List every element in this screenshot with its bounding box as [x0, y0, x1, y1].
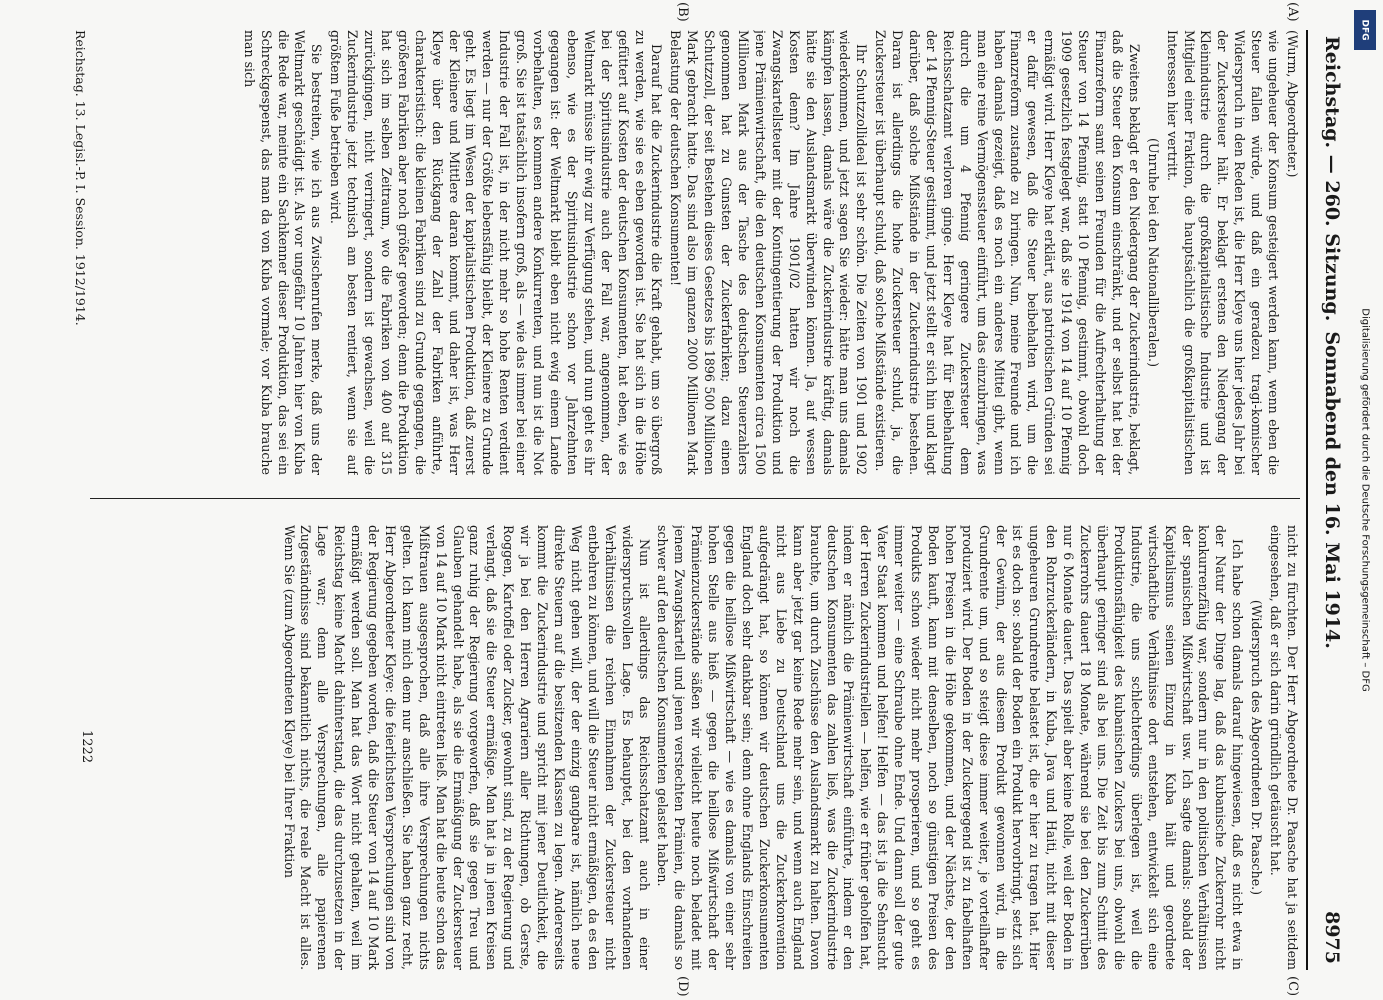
- paragraph: Nun ist allerdings das Reichsschatzamt auch in einer widerspruchsvollen Lage. Es behauptet, bei den vorhandenen Verhältnissen die reichen Einnahmen der Zuckersteuer nicht entbehren zu können, und will die Steuer nicht ermäßigen, da es den Weg nicht gehen will, der der einzig gangbare ist, nämlich neue direkte Steuern auf die besitzenden Klassen zu legen. Andererseits kommt die Zuckerindustrie und spricht mit jener Deutlichkeit, die wir ja bei den Herren Agrariern aller Richtungen, ob Gerste, Roggen, Kartoffel oder Zucker, gewohnt sind, zu der Regierung und verlangt, daß sie die Steuer ermäßige. Man hat ja in jenen Kreisen ganz ruhig der Regierung vorgeworfen, daß sie gegen Treu und Glauben gehandelt habe, als sie die Ermäßigung der Zuckersteuer von 14 auf 10 Mark nicht eintreten ließ. Man hat die heute schon das Mißtrauen ausgesprochen, daß alle ihre Versprechungen nichts gelten. Ich kann mich dem nur anschließen. Sie haben ganz recht, Herr Abgeordneter Kleye: die feierlichsten Versprechungen sind von der Regierung gegeben worden, daß die Steuer von 14 auf 10 Mark ermäßigt werden soll. Man hat das Wort nicht gehalten, weil im Reichstag keine Macht dahinterstand, die das durchzusetzen in der Lage war; denn alle Versprechungen, alle papierenen Zugeständnisse sind bekanntlich nichts, die reale Macht ist alles. Wenn Sie (zum Abgeordneten Kleye) bei Ihrer Fraktion: [281, 525, 652, 970]
- header-session: Reichstag. — 260. Sitzung.: [1321, 36, 1343, 322]
- column-divider: [90, 498, 1300, 499]
- page-number: 8975: [1321, 911, 1343, 964]
- paragraph: Ihr Schutzzollideal ist sehr schön. Die Zeiten von 1901 und 1902 wiederkommen, und jetzt sagen Sie wieder: hätte man uns damals kämpfen lassen, damals wäre die Zuckerindustrie kräftig, damals hätte sie den Auslandsmarkt überwinden können. Ja, auf wessen Kosten denn? Im Jahre 1901/02 hatten wir noch die Zwangskartellsteuer mit der Kontingentierung der Produktion und jene Prämienwirtschaft, die den deutschen Konsumenten circa 1500 Millionen Mark aus der Tasche des deutschen Steuerzahlers genommen hat zu Gunsten der Zuckerfabriken; dazu einen Schutzzoll, der seit Bestehen dieses Gesetzes bis 1896 500 Millionen Mark gebracht hatte. Das sind also im ganzen 2000 Millionen Mark Belastung der deutschen Konsumenten!: [668, 30, 870, 475]
- paragraph: wie ungeheuer der Konsum gesteigert werden kann, wenn eben die Steuer fallen würde, und daß ein geradezu tragi-komischer Widerspruch in den Reden ist, die Herr Kleye uns hier jedes Jahr bei der Zuckersteuer hält. Er beklagt erstens den Niedergang der Kleinindustrie durch die großkapitalistische Industrie und ist Mitglied einer Fraktion, die hauptsächlich die großkapitalistischen Interessen hier vertritt.: [1164, 30, 1282, 475]
- paragraph: Zweitens beklagt er den Niedergang der Zuckerindustrie, beklagt, daß die Steuer den Konsum einschränkt, und er selbst hat bei der Finanzreform samt seinen Freunden für die Aufrechterhaltung der Steuer von 14 Pfennig, statt 10 Pfennig, gestimmt, obwohl doch 1909 gesetzlich festgelegt war, daß sie 1914 von 14 auf 10 Pfennig ermäßigt wird. Herr Kleye hat erklärt, aus patriotischen Gründen sei er dafür gewesen, daß die Steuer beibehalten wird, um die Finanzreform zustande zu bringen. Nun, meine Freunde und ich haben damals gezeigt, daß es noch ein anderes Mittel gibt, wenn man eine reine Vermögenssteuer einführt, um das einzubringen, was durch die um 4 Pfennig geringere Zuckersteuer dem Reichsschatzamt verloren ginge. Herr Kleye hat für Beibehaltung der 14 Pfennig-Steuer gestimmt, und jetzt stellt er sich hin und klagt darüber, daß solche Mißstände in der Zuckerindustrie bestehen. Daran ist allerdings die hohe Zuckersteuer schuld, ja, die Zuckersteuer ist überhaupt schuld, daß solche Mißstände existieren.: [873, 30, 1142, 475]
- footer-sheet-number: 1222: [79, 730, 94, 764]
- margin-marker-c: (C): [1285, 976, 1300, 997]
- dfg-funding-note: Digitalisierung gefördert durch die Deutsche Forschungsgemeinschaft – DFG: [1359, 308, 1371, 692]
- header-date: Sonnabend den 16. Mai 1914.: [1321, 331, 1343, 649]
- paragraph: nicht zu fürchten. Der Herr Abgeordnete Dr. Paasche hat ja seitdem eingesehen, daß er sich darin gründlich getäuscht hat.: [1268, 525, 1300, 970]
- dfg-stamp: [1354, 10, 1376, 990]
- margin-marker-b: (B): [675, 2, 690, 22]
- paragraph: Ich habe schon damals darauf hingewiesen, daß es nicht etwa in der Natur der Dinge lag, daß das kubanische Zuckerrohr nicht konkurrenzfähig war, sondern nur in den politischen Verhältnissen der spanischen Mißwirtschaft usw. Ich sagte damals: sobald der Kapitalismus seinen Einzug in Kuba hält und geordnete wirtschaftliche Verhältnisse dort entstehen, entwickelt sich eine Industrie, die uns schlechterdings überlegen ist, weil die Produktionsfähigkeit des kubanischen Zuckers bei uns, obwohl die überhaupt geringer sind als bei uns. Die Zeit bis zum Schnitt des Zuckerrohrs dauert 18 Monate, während sie bei den Zuckerrüben nur 6 Monate dauert. Das spielt aber keine Rolle, weil der Boden in den Rohrzuckerländern, in Kuba, Java und Haiti, nicht mit dieser ungeheuren Grundrente belastet ist, die er hier zu tragen hat. Hier ist es doch so: sobald der Boden ein Produkt hervorbringt, setzt sich der Gewinn, der aus diesem Produkt gewonnen wird, in die Grundrente um, und so steigt diese immer weiter, je vorteilhafter produziert wird. Der Boden in der Zuckergegend ist zu fabelhaften hohen Preisen in die Höhe gekommen, und der Nächste, der den Boden kauft, kann mit denselben, noch so günstigen Preisen des Produkts schon wieder nicht mehr prosperieren, und so geht es immer weiter — eine Schraube ohne Ende. Und dann soll der gute Vater Staat kommen und helfen! Helfen — das ist ja die Sehnsucht der Herren Zuckerindustriellen — helfen, wie er früher geholfen hat, indem er nämlich die Prämienwirtschaft einführte, indem er den deutschen Konsumenten das zahlen ließ, was die Zuckerindustrie brauchte, um durch Zuschüsse den Auslandsmarkt zu halten. Davon kann aber jetzt gar keine Rede mehr sein, und wenn auch England nicht aus Liebe zu Deutschland uns die Zuckerkonvention aufgedrängt hat, so können wir deutschen Zuckerkonsumenten England doch sehr dankbar sein; denn ohne Englands Einschreiten gegen die heillose Mißwirtschaft — wie es damals von einer sehr hohen Stelle aus hieß — gegen die heillose Mißwirtschaft der Prämienzuckerstände säßen wir vielleicht heute noch beladet mit jenem Zwangskartell und jenen verstechten Prämien, die damals so schwer auf den deutschen Konsumenten gelastet haben.: [655, 525, 1246, 970]
- page-header: [1306, 30, 1356, 970]
- rotated-page-content: [26, 2, 1356, 997]
- paragraph: Sie bestreiten, wie ich aus Zwischenrufen merke, daß uns der Weltmarkt geschädigt ist. Als vor ungefähr 10 Jahren hier von Kuba die Rede war, meinte ein Sachkenner dieser Produktion, das sei ein Schreckgespenst, das man da von Kuba vormale; vor Kuba brauche man sich: [241, 30, 325, 475]
- interjection: (Unruhe bei den Nationalliberalen.): [1145, 138, 1161, 367]
- interjection: (Widerspruch des Abgeordneten Dr. Paasche.): [1249, 599, 1265, 896]
- margin-marker-a: (A): [1285, 2, 1300, 22]
- speaker-label: (Wurm, Abgeordneter.): [1285, 30, 1300, 178]
- margin-marker-d: (D): [675, 976, 690, 997]
- page-body: [90, 2, 1300, 997]
- footer-session-info: Reichstag. 13. Legisl.-P. I. Session. 1912/1914.: [73, 30, 88, 326]
- left-column: [90, 30, 1300, 475]
- dfg-logo-icon: DFG: [1354, 10, 1376, 50]
- right-column: [90, 525, 1300, 970]
- paragraph: Darauf hat die Zuckerindustrie die Kraft gehabt, um so übergroß zu werden, wie sie es eben geworden ist. Sie hat sich in die Höhe gefüttert auf Kosten der deutschen Konsumenten, hat eben, wie es bei der Spiritusindustrie auch der Fall war, angenommen, der Weltmarkt müsse ihr ewig zur Verfügung stehen, und nun geht es ihr ebenso, wie es der Spiritusindustrie schon vor Jahrzehnten gegangen ist: der Weltmarkt bleibt eben nicht ewig einem Lande vorbehalten, es kommen andere Konkurrenten, und nun ist die Not groß. Sie ist tatsächlich insofern groß, als — wie das immer bei einer Industrie der Fall ist, in der nicht mehr so hohe Renten verdient werden — nur der Größte lebensfähig bleibt, der Kleinere zu Grunde geht. Es liegt im Wesen der kapitalistischen Produktion, daß zuerst der Kleinere und Mittlere daran kommt, und daher ist, was Herr Kleye über den Rückgang der Zahl der Fabriken anführte, charakteristisch: die kleinen Fabriken sind zu Grunde gegangen, die größeren Fabriken aber noch größer geworden; denn die Produktion hat sich im selben Zeitraum, wo die Fabriken von 400 auf 315 zurückgingen, nicht verringert, sondern ist gewachsen, weil die Zuckerindustrie jetzt technisch am besten rentiert, wenn sie auf größtem Fuße betrieben wird.: [328, 30, 665, 475]
